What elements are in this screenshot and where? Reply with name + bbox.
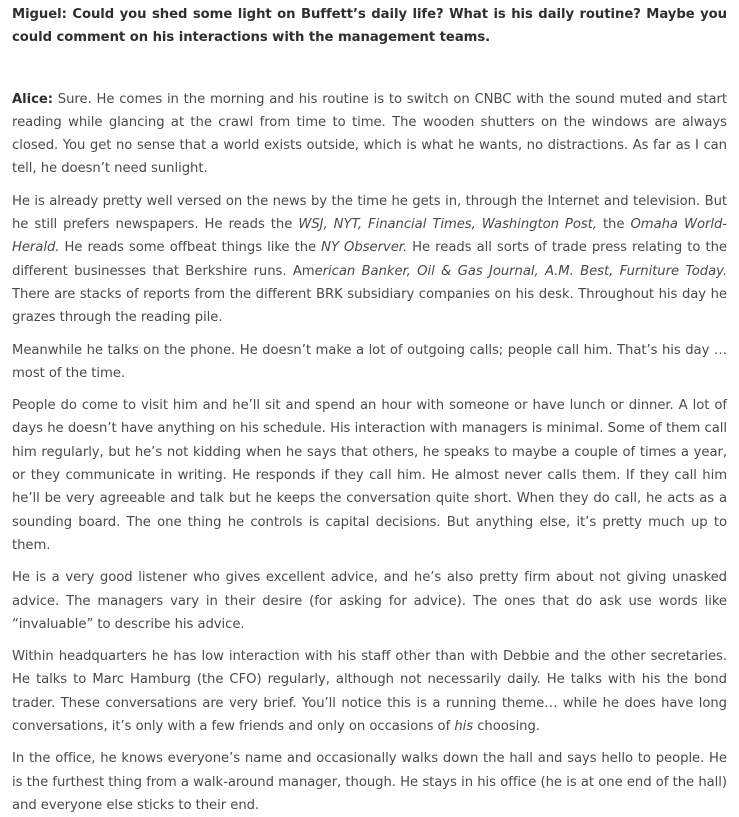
paragraph-text: choosing. xyxy=(473,719,540,735)
answer-paragraph-3 xyxy=(12,339,727,386)
paragraph-text: People do come to visit him and he’ll sit and spend an hour with someone or have lunch or dinner. A lot of days he doesn’t have anything on his schedule. His interaction with managers is minimal. Some of them call him regularly, but he’s not kidding when he says that others, he speaks to maybe a couple of times a year, or they communicate in writing. He responds if they call him. He almost never calls them. If they call him he’ll be very agreeable and talk but he keeps the conversation quite short. When they do call, he acts as a sounding board. The one thing he controls is capital decisions. But anything else, it’s pretty much up to them. xyxy=(12,398,727,553)
publication-name: Omaha World-Herald. xyxy=(12,217,727,256)
paragraph-text: There are stacks of reports from the different BRK subsidiary companies on his desk. Throughout his day he grazes through the reading pile. xyxy=(12,286,727,326)
trade-press-names: erican Banker, Oil & Gas Journal, A.M. Best, Furniture Today. xyxy=(314,263,728,279)
answer-paragraph-4 xyxy=(12,394,727,557)
paragraph-text: In the office, he knows everyone’s name and occasionally walks down the hall and says hello to people. He is the furthest thing from a walk-around manager, though. He stays in his office (he is at one end of the hall) and everyone else sticks to their end. xyxy=(12,751,727,813)
paragraph-text: He reads all sorts of trade press relating to the different businesses that Berkshire runs. Am xyxy=(12,240,727,279)
question-text: Miguel: Could you shed some light on Buffett’s daily life? What is his daily routine? Maybe you could comment on his interactions with the management teams. xyxy=(12,7,727,46)
question-paragraph xyxy=(12,3,727,50)
paragraph-text: He is already pretty well versed on the news by the time he gets in, through the Internet and television. But he still prefers newspapers. He reads the xyxy=(12,193,727,233)
paragraph-text: Within headquarters he has low interaction with his staff other than with Debbie and the other secretaries. He talks to Marc Hamburg (the CFO) regularly, although not necessarily daily. He talks with his the bond trader. These conversations are very brief. You’ll notice this is a running theme… while he does have long conversations, it’s only with a few friends and only on occasions of xyxy=(12,649,727,735)
answer-paragraph-5 xyxy=(12,566,727,636)
answer-paragraph-2 xyxy=(12,190,727,330)
answer-paragraph-1 xyxy=(12,88,727,181)
emphasis-word: his xyxy=(454,719,474,735)
publication-name: NY Observer. xyxy=(321,240,408,256)
publication-names: WSJ, NYT, Financial Times, Washington Post, xyxy=(298,217,597,233)
paragraph-text: He reads some offbeat things like the xyxy=(59,240,322,256)
paragraph-text: the xyxy=(596,217,631,233)
speaker-label: Alice: xyxy=(12,91,53,107)
paragraph-text: He is a very good listener who gives excellent advice, and he’s also pretty firm about not giving unasked advice. The managers vary in their desire (for asking for advice). The ones that do ask use words like “invaluable” to describe his advice. xyxy=(12,570,727,632)
paragraph-text: Meanwhile he talks on the phone. He doesn’t make a lot of outgoing calls; people call him. That’s his day … most of the time. xyxy=(12,342,727,381)
answer-paragraph-6 xyxy=(12,645,727,738)
answer-paragraph-7 xyxy=(12,747,727,817)
paragraph-text: Sure. He comes in the morning and his routine is to switch on CNBC with the sound muted and start reading while glancing at the crawl from time to time. The wooden shutters on the windows are always closed. You get no sense that a world exists outside, which is what he wants, no distractions. As far as I can tell, he doesn’t need sunlight. xyxy=(12,91,727,177)
